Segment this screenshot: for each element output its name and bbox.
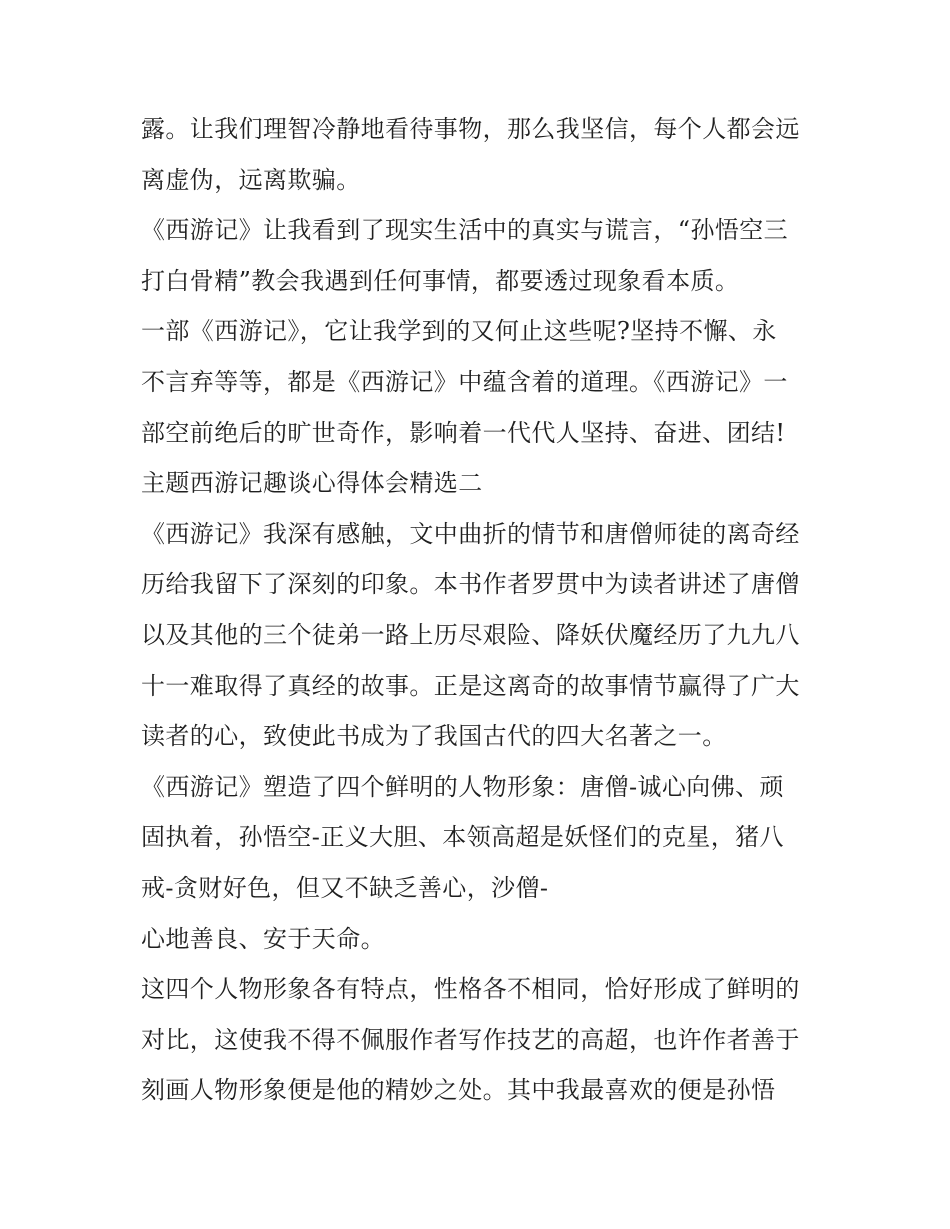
text-line: 读者的心，致使此书成为了我国古代的四大名著之一。 [141,722,727,751]
text-line: 这四个人物形象各有特点，性格各不相同，恰好形成了鲜明的 [141,975,800,1004]
text-line: 十一难取得了真经的故事。正是这离奇的故事情节赢得了广大 [141,671,800,700]
text-line: 离虚伪，远离欺骗。 [141,165,361,194]
text-line: 一部《西游记》，它让我学到的又何止这些呢?坚持不懈、永 [141,317,777,346]
text-line: 《西游记》我深有感触，文中曲折的情节和唐僧师徒的离奇经 [141,519,800,548]
text-line: 历给我留下了深刻的印象。本书作者罗贯中为读者讲述了唐僧 [141,570,800,599]
text-line: 部空前绝后的旷世奇作，影响着一代代人坚持、奋进、团结! [141,418,786,447]
text-line: 固执着，孙悟空-正义大胆、本领高超是妖怪们的克星，猪八 [141,823,784,852]
text-line: 对比，这使我不得不佩服作者写作技艺的高超，也许作者善于 [141,1025,800,1054]
text-line: 不言弃等等，都是《西游记》中蕴含着的道理。《西游记》一 [141,367,788,396]
text-line: 以及其他的三个徒弟一路上历尽艰险、降妖伏魔经历了九九八 [141,620,800,649]
text-line: 打白骨精”教会我遇到任何事情，都要透过现象看本质。 [141,266,740,295]
text-line: 《西游记》塑造了四个鲜明的人物形象：唐僧-诚心向佛、顽 [141,772,784,801]
document-body [141,104,821,1116]
text-line: 戒-贪财好色，但又不缺乏善心，沙僧- [141,873,549,902]
text-line: 刻画人物形象便是他的精妙之处。其中我最喜欢的便是孙悟 [141,1076,776,1105]
text-line: 露。让我们理智冷静地看待事物，那么我坚信，每个人都会远 [141,115,800,143]
text-line: 心地善良、安于天命。 [141,924,385,953]
section-heading: 主题西游记趣谈心得体会精选二 [141,469,483,498]
text-line: 《西游记》让我看到了现实生活中的真实与谎言，“孙悟空三 [141,216,789,245]
